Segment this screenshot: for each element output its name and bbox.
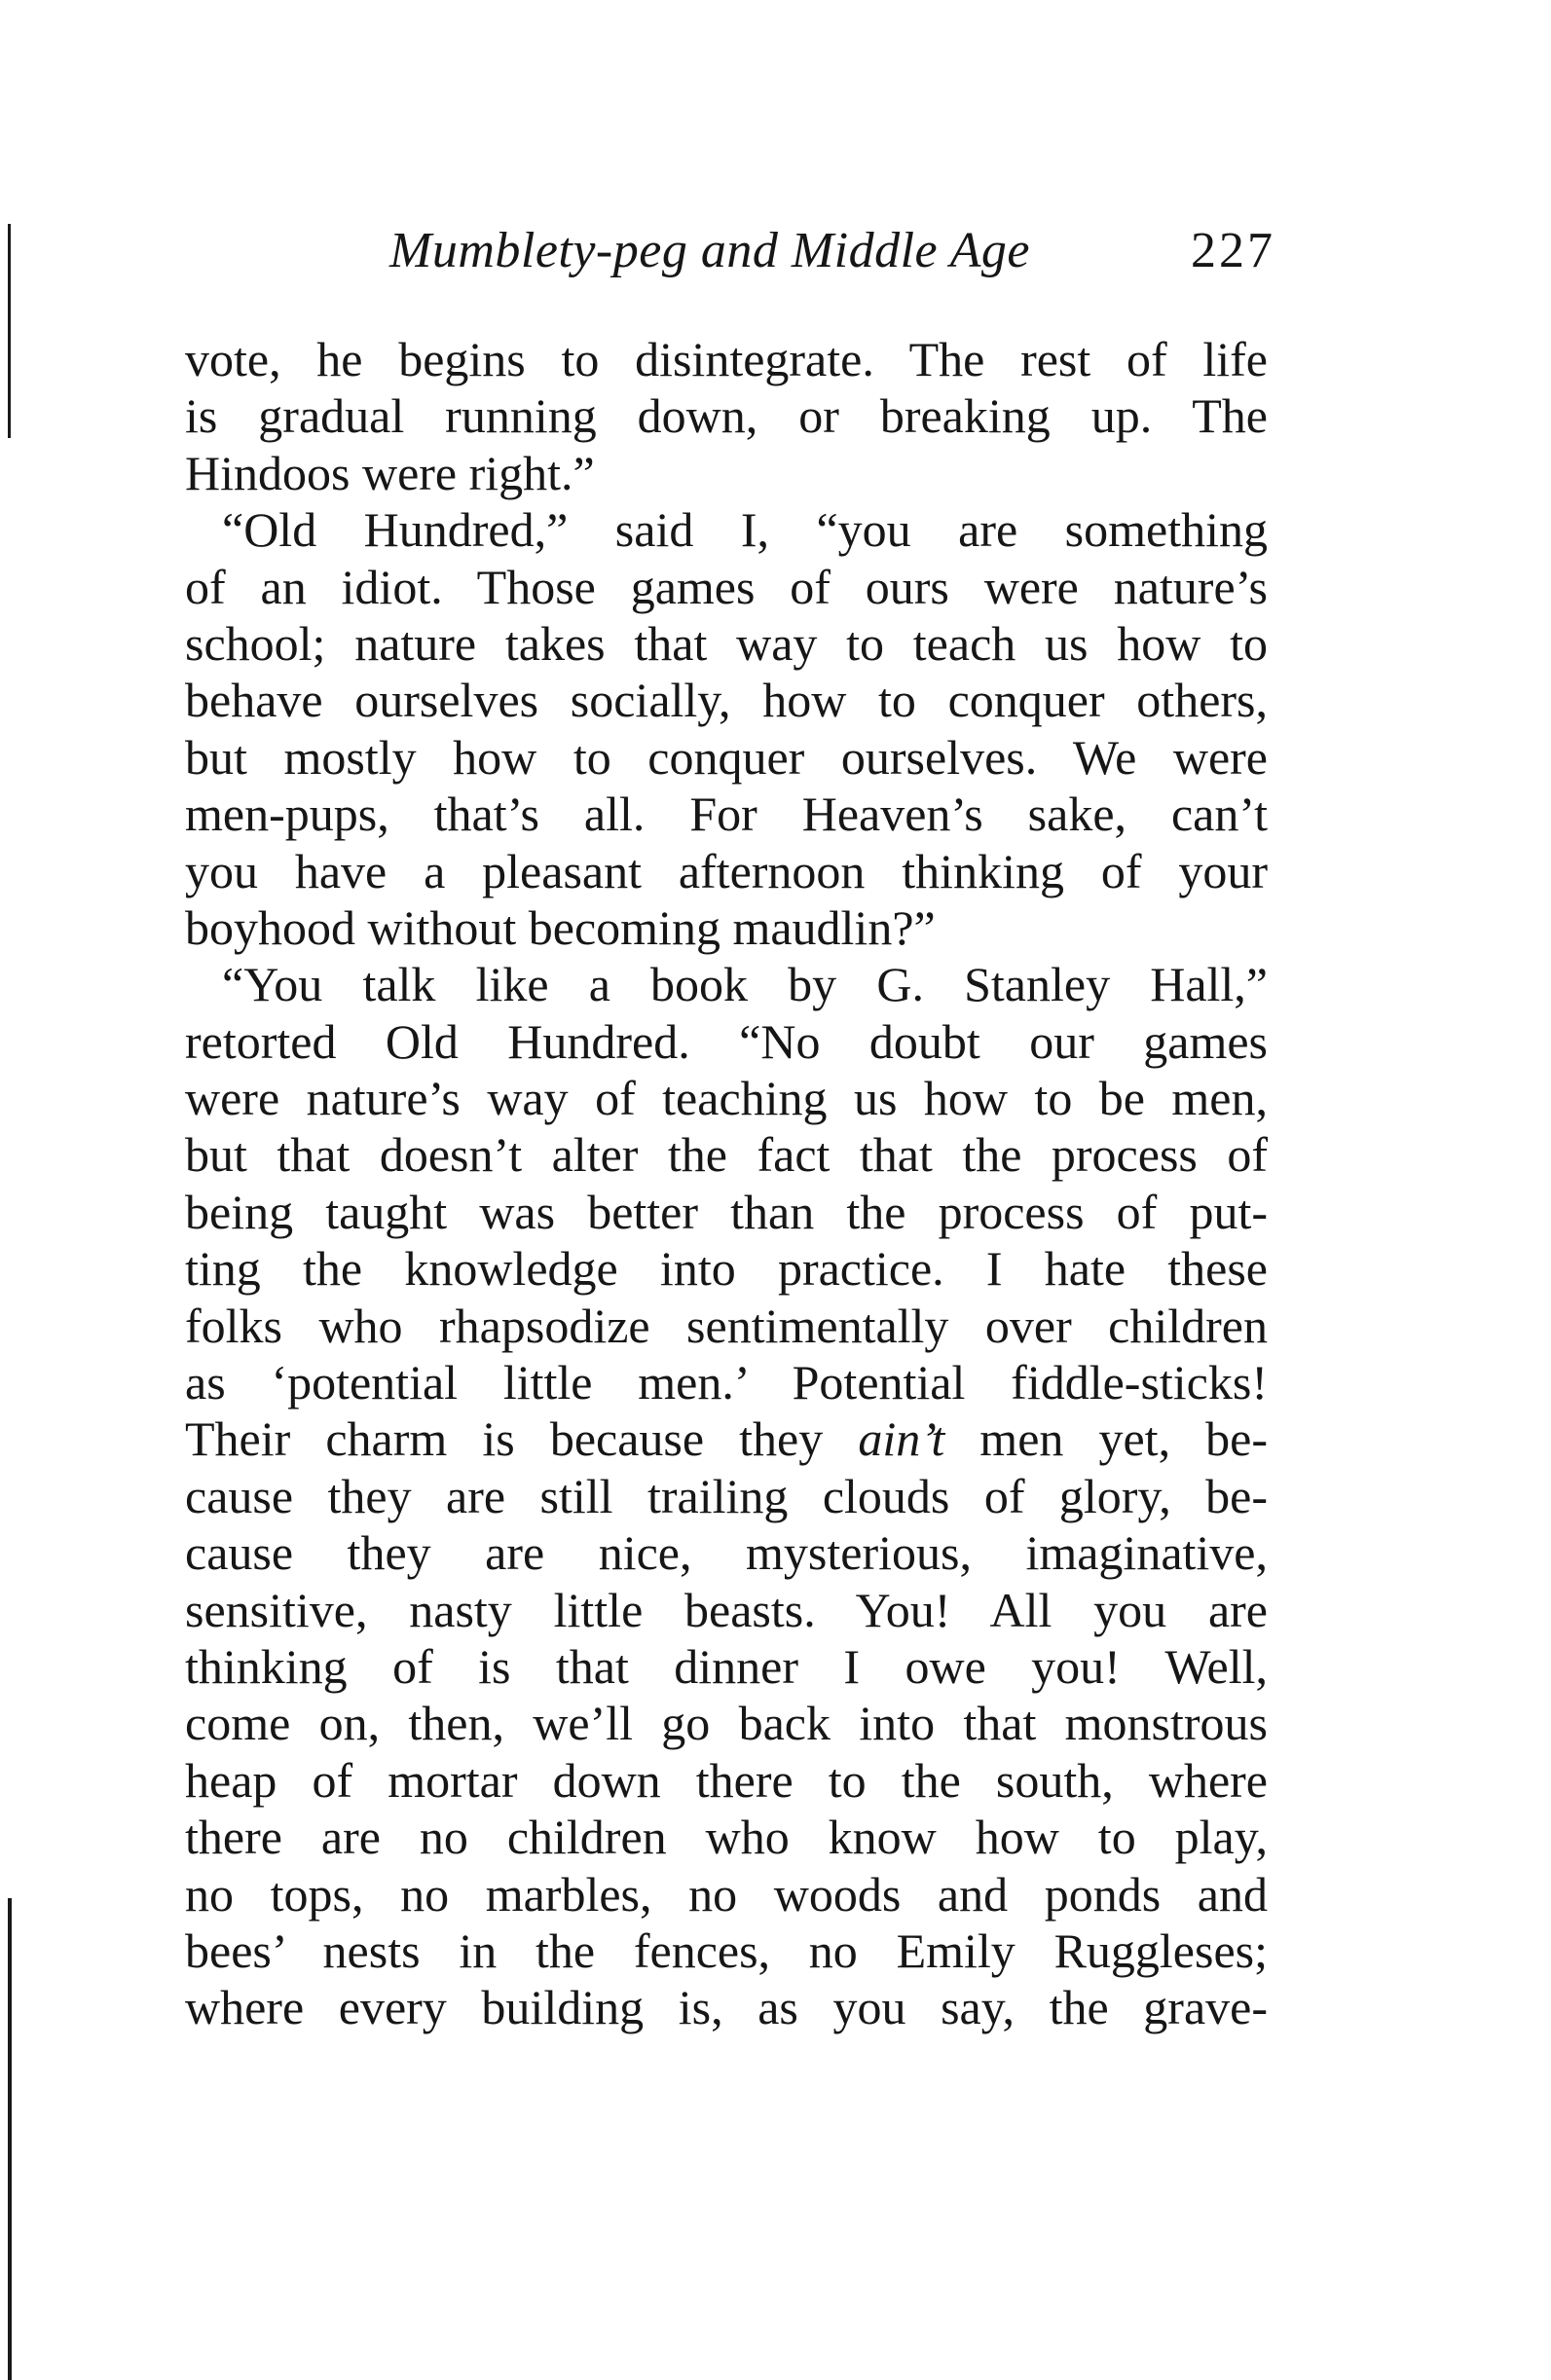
text-line: boyhood without becoming maudlin?” bbox=[185, 899, 936, 955]
page-header bbox=[185, 216, 1275, 284]
text-line: folks who rhapsodize sentimentally over children bbox=[185, 1298, 1268, 1353]
text-line: no tops, no marbles, no woods and ponds and bbox=[185, 1866, 1268, 1922]
text-line: “Old Hundred,” said I, “you are something bbox=[222, 502, 1268, 558]
text-line: retorted Old Hundred. “No doubt our games bbox=[185, 1013, 1268, 1069]
text-segment: Their charm is because they bbox=[185, 1411, 859, 1467]
text-line: as ‘potential little men.’ Potential fiddle-sticks! bbox=[185, 1355, 1268, 1410]
text-line: cause they are nice, mysterious, imaginative, bbox=[185, 1525, 1268, 1581]
page-number: 227 bbox=[1191, 223, 1275, 278]
running-head: Mumblety-peg and Middle Age bbox=[389, 223, 1031, 278]
text-line: Hindoos were right.” bbox=[185, 445, 595, 500]
text-line: ting the knowledge into practice. I hate these bbox=[185, 1241, 1268, 1297]
body-text bbox=[185, 331, 1268, 2036]
text-line: heap of mortar down there to the south, where bbox=[185, 1752, 1268, 1808]
text-line: there are no children who know how to play, bbox=[185, 1810, 1268, 1865]
text-line: cause they are still trailing clouds of glory, be- bbox=[185, 1468, 1268, 1523]
text-line: being taught was better than the process of put- bbox=[185, 1184, 1268, 1239]
text-line: where every building is, as you say, the grave- bbox=[185, 1980, 1268, 2035]
text-line: school; nature takes that way to teach us how to bbox=[185, 615, 1268, 671]
text-line: but mostly how to conquer ourselves. We were bbox=[185, 729, 1268, 785]
italic-word: ain’t bbox=[858, 1411, 945, 1467]
text-line: you have a pleasant afternoon thinking of your bbox=[185, 843, 1268, 898]
text-segment: men yet, be- bbox=[944, 1411, 1268, 1467]
text-line: but that doesn’t alter the fact that the process of bbox=[185, 1127, 1268, 1183]
text-line: behave ourselves socially, how to conquer others, bbox=[185, 673, 1268, 728]
text-line: thinking of is that dinner I owe you! Well, bbox=[185, 1638, 1268, 1694]
text-line: come on, then, we’ll go back into that monstrous bbox=[185, 1696, 1268, 1751]
text-line: is gradual running down, or breaking up. The bbox=[185, 388, 1268, 444]
text-line: were nature’s way of teaching us how to be men, bbox=[185, 1071, 1268, 1126]
text-line-with-italic bbox=[185, 1410, 1268, 1467]
text-line: sensitive, nasty little beasts. You! All you are bbox=[185, 1582, 1268, 1637]
text-line: “You talk like a book by G. Stanley Hall,” bbox=[222, 957, 1268, 1012]
text-line: bees’ nests in the fences, no Emily Ruggleses; bbox=[185, 1922, 1268, 1978]
text-line: men-pups, that’s all. For Heaven’s sake, can’t bbox=[185, 787, 1268, 842]
text-line: vote, he begins to disintegrate. The rest of life bbox=[185, 332, 1268, 386]
text-line: of an idiot. Those games of ours were nature’s bbox=[185, 559, 1268, 614]
scan-edge-mark-top bbox=[8, 224, 11, 438]
scan-edge-mark-bottom bbox=[8, 1898, 12, 2380]
